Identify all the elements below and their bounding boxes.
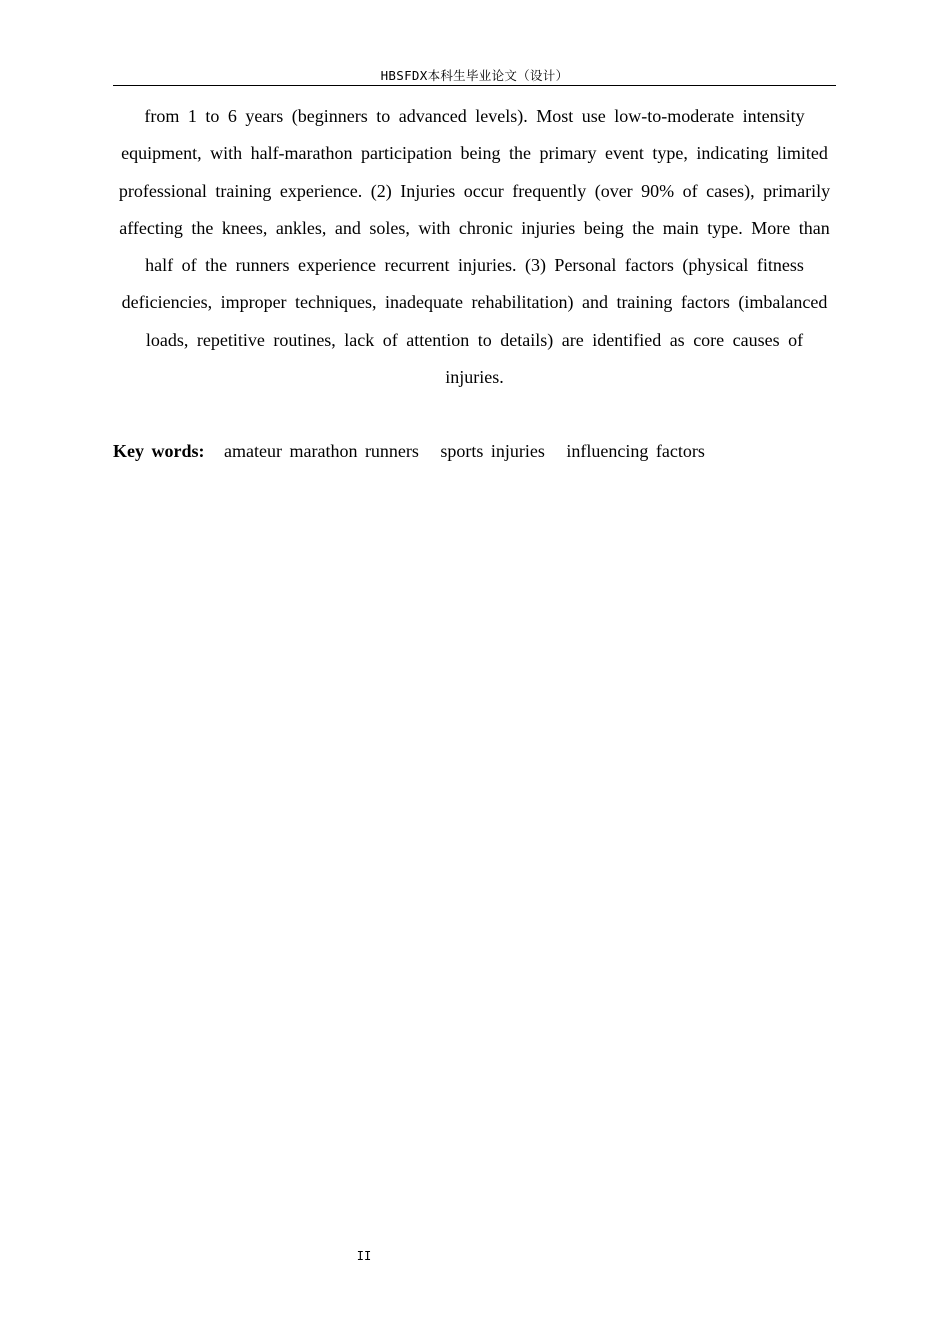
keyword-term: influencing factors (566, 441, 705, 461)
running-header: HBSFDX本科生毕业论文（设计） (380, 68, 569, 83)
keywords-label: Key words: (113, 441, 205, 461)
header-divider (113, 85, 836, 86)
page-number: II (356, 1249, 372, 1263)
keyword-term: sports injuries (440, 441, 545, 461)
abstract-paragraph: from 1 to 6 years (beginners to advanced levels). Most use low-to-moderate intensity equipment, with half-marathon participation being the primary event type, indicating limited professional training experience. (2) Injuries occur frequently (over 90% of cases), primarily affecting the knees, ankles, and soles, with chronic injuries being the main type. More than half of the runners experience recurrent injuries. (3) Personal factors (physical fitness deficiencies, improper techniques, inadequate rehabilitation) and training factors (imbalanced loads, repetitive routines, lack of attention to details) are identified as core causes of injuries. (118, 106, 831, 388)
keywords-line (113, 434, 836, 468)
keyword-term: amateur marathon runners (224, 441, 419, 461)
